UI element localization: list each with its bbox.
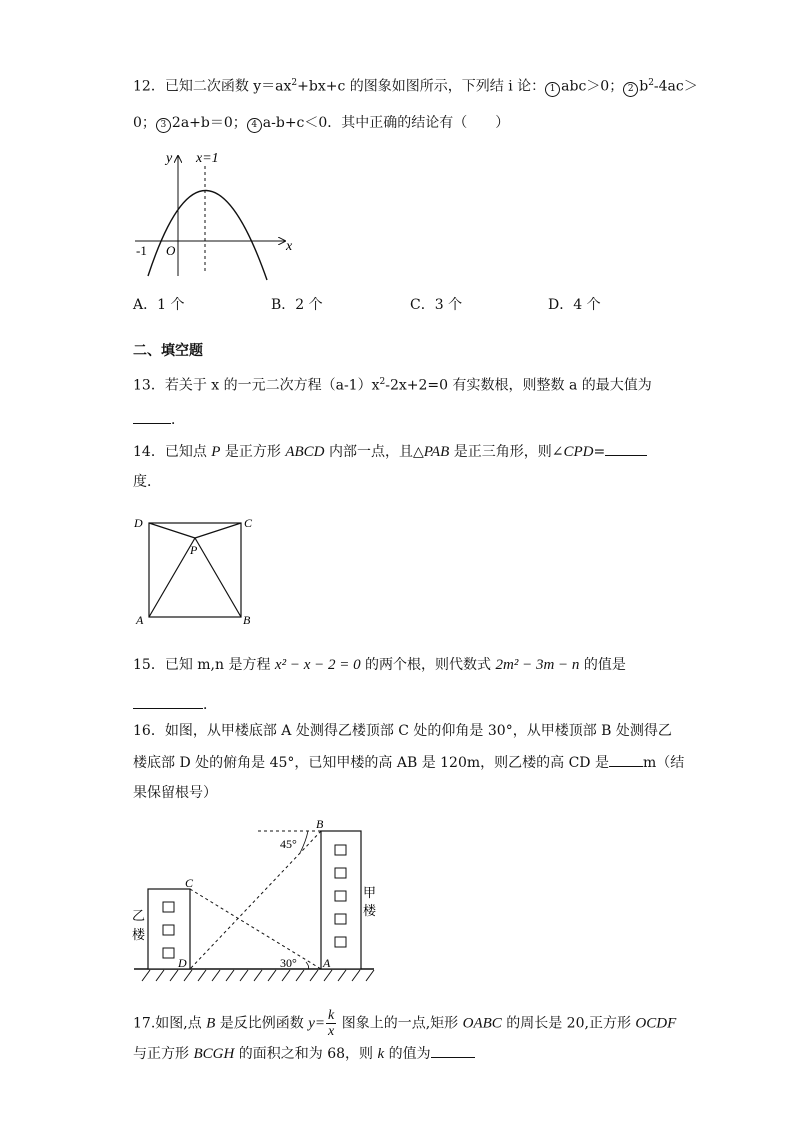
label-yi-lou: 楼 xyxy=(132,927,146,942)
q17-line2b: 的面积之和为 68，则 xyxy=(234,1046,378,1062)
q15-b: 的两个根，则代数式 xyxy=(360,657,496,673)
q12-opt2: b xyxy=(639,78,649,95)
q13-answer-blank[interactable] xyxy=(133,409,171,424)
q17-line2c: 的值为 xyxy=(384,1046,431,1062)
segment-ap xyxy=(149,538,195,617)
q13-sup: 2 xyxy=(379,377,386,387)
q16-line3: 果保留根号） xyxy=(133,785,217,801)
fraction-denominator: x xyxy=(328,1024,335,1039)
q17-fraction xyxy=(326,1008,336,1039)
q14-line2: 度． xyxy=(133,474,161,490)
segment-dp xyxy=(149,523,195,538)
q17-d: 的周长是 20,正方形 xyxy=(501,1015,636,1032)
q14-d: 是正三角形，则∠ xyxy=(449,444,564,460)
ground-hatching xyxy=(142,970,374,981)
angle-arc-30 xyxy=(306,962,309,969)
q15-line2 xyxy=(133,694,217,715)
label-d: D xyxy=(134,516,143,530)
q14-P: P xyxy=(211,444,221,460)
angle-arc-45 xyxy=(300,831,308,853)
q12-sup2: 2 xyxy=(648,78,654,88)
label-yi: 乙 xyxy=(132,908,146,923)
q14-line1 xyxy=(133,441,647,462)
choice-c[interactable]: C．3 个 xyxy=(410,297,463,313)
q14-PAB: PAB xyxy=(423,444,450,460)
circled-1: 1 xyxy=(545,82,560,97)
square-abcd xyxy=(149,523,241,617)
q17-yeq: y= xyxy=(308,1015,326,1032)
label-jia: 甲 xyxy=(363,885,377,900)
y-label: y xyxy=(166,151,173,166)
q14-e: = xyxy=(593,444,606,460)
q15-expression: 2m² − 3m − n xyxy=(495,657,580,673)
label-a: A xyxy=(323,956,331,970)
q17-OABC: OABC xyxy=(462,1015,502,1032)
q16-line2 xyxy=(133,752,684,773)
q15-a: 15．已知 m,n 是方程 xyxy=(133,657,275,673)
q12-parabola-figure xyxy=(130,148,300,278)
q16-line2b: m（结 xyxy=(642,755,685,771)
q12-line2-start: 0； xyxy=(133,115,156,131)
q15-equation: x² − x − 2 = 0 xyxy=(274,657,361,673)
q17-c: 图象上的一点,矩形 xyxy=(337,1015,463,1032)
circled-3: 3 xyxy=(156,118,171,133)
q15-line1 xyxy=(133,655,626,675)
q13-end: ． xyxy=(171,412,185,428)
label-d: D xyxy=(178,956,187,970)
q17-OCDF: OCDF xyxy=(635,1015,677,1032)
choice-b[interactable]: B．2 个 xyxy=(271,297,323,313)
q13-text-b: -2x+2=0 有实数根，则整数 a 的最大值为 xyxy=(385,377,652,394)
q14-b: 是正方形 xyxy=(220,444,286,460)
q14-ABCD: ABCD xyxy=(285,444,325,460)
sight-ac xyxy=(190,889,321,969)
label-jia-lou: 楼 xyxy=(363,903,377,918)
q14-a: 14．已知点 xyxy=(133,444,212,460)
angle-45-label: 45° xyxy=(280,837,297,851)
label-b: B xyxy=(316,817,324,831)
segment-bp xyxy=(195,538,241,617)
circled-4: 4 xyxy=(247,118,262,133)
label-b: B xyxy=(243,613,251,627)
label-c: C xyxy=(244,516,253,530)
q17-line1 xyxy=(133,1008,676,1039)
parabola-curve xyxy=(148,190,267,280)
q12-opt2-tail: -4ac＞ xyxy=(653,78,698,95)
q14-c: 内部一点，且△ xyxy=(324,444,424,460)
choice-d[interactable]: D．4 个 xyxy=(548,297,601,313)
minus-one-label: -1 xyxy=(136,243,147,258)
q17-BCGH: BCGH xyxy=(193,1046,235,1062)
q17-k: k xyxy=(377,1046,385,1062)
q12-text-b: +bx+c 的图象如图所示，下列结 i 论： xyxy=(297,78,546,95)
q12-sup: 2 xyxy=(291,78,298,88)
x-label: x xyxy=(286,239,293,254)
sym-label: x=1 xyxy=(196,151,219,166)
q15-c: 的值是 xyxy=(579,657,626,673)
q16-line1: 16．如图，从甲楼底部 A 处测得乙楼顶部 C 处的仰角是 30°，从甲楼顶部 B 处测得乙 xyxy=(133,723,672,739)
q17-answer-blank[interactable] xyxy=(431,1043,475,1058)
q12-opt4: a-b+c＜0．其中正确的结论有（ ） xyxy=(262,115,510,131)
section-title: 二、填空题 xyxy=(133,343,203,359)
q12-line1 xyxy=(133,73,698,97)
label-p: P xyxy=(190,543,198,557)
q16-line2a: 楼底部 D 处的俯角是 45°，已知甲楼的高 AB 是 120m，则乙楼的高 CD 是 xyxy=(133,755,609,771)
q14-answer-blank[interactable] xyxy=(605,441,647,456)
sight-bd xyxy=(190,831,321,969)
q12-line2 xyxy=(133,113,509,133)
q15-end: ． xyxy=(203,697,217,713)
q12-opt1: abc＞0； xyxy=(561,78,624,95)
label-a: A xyxy=(136,613,144,627)
segment-cp xyxy=(195,523,241,538)
choice-a[interactable]: A．1 个 xyxy=(133,297,185,313)
q12-opt3: 2a+b＝0； xyxy=(171,115,247,131)
q17-B: B xyxy=(206,1015,216,1032)
q13-text-a: 13．若关于 x 的一元二次方程（a-1）x xyxy=(133,377,380,394)
circled-2: 2 xyxy=(623,82,638,97)
q13-line2 xyxy=(133,409,185,430)
q17-line2 xyxy=(133,1043,475,1064)
angle-30-label: 30° xyxy=(280,956,297,970)
q16-answer-blank[interactable] xyxy=(609,752,643,767)
origin-label: O xyxy=(166,243,176,258)
q17-a: 17.如图,点 xyxy=(133,1015,207,1032)
q17-line2a: 与正方形 xyxy=(133,1046,194,1062)
q13-line1 xyxy=(133,372,652,396)
building-jia xyxy=(321,831,361,969)
q16-buildings-figure xyxy=(130,815,380,985)
q14-CPD: CPD xyxy=(563,444,594,460)
fraction-numerator: k xyxy=(328,1008,335,1023)
q17-b: 是反比例函数 xyxy=(215,1015,309,1032)
q12-text-a: 12．已知二次函数 y＝ax xyxy=(133,78,292,95)
q14-square-figure xyxy=(130,514,260,629)
q15-answer-blank[interactable] xyxy=(133,694,203,709)
label-c: C xyxy=(185,876,194,890)
